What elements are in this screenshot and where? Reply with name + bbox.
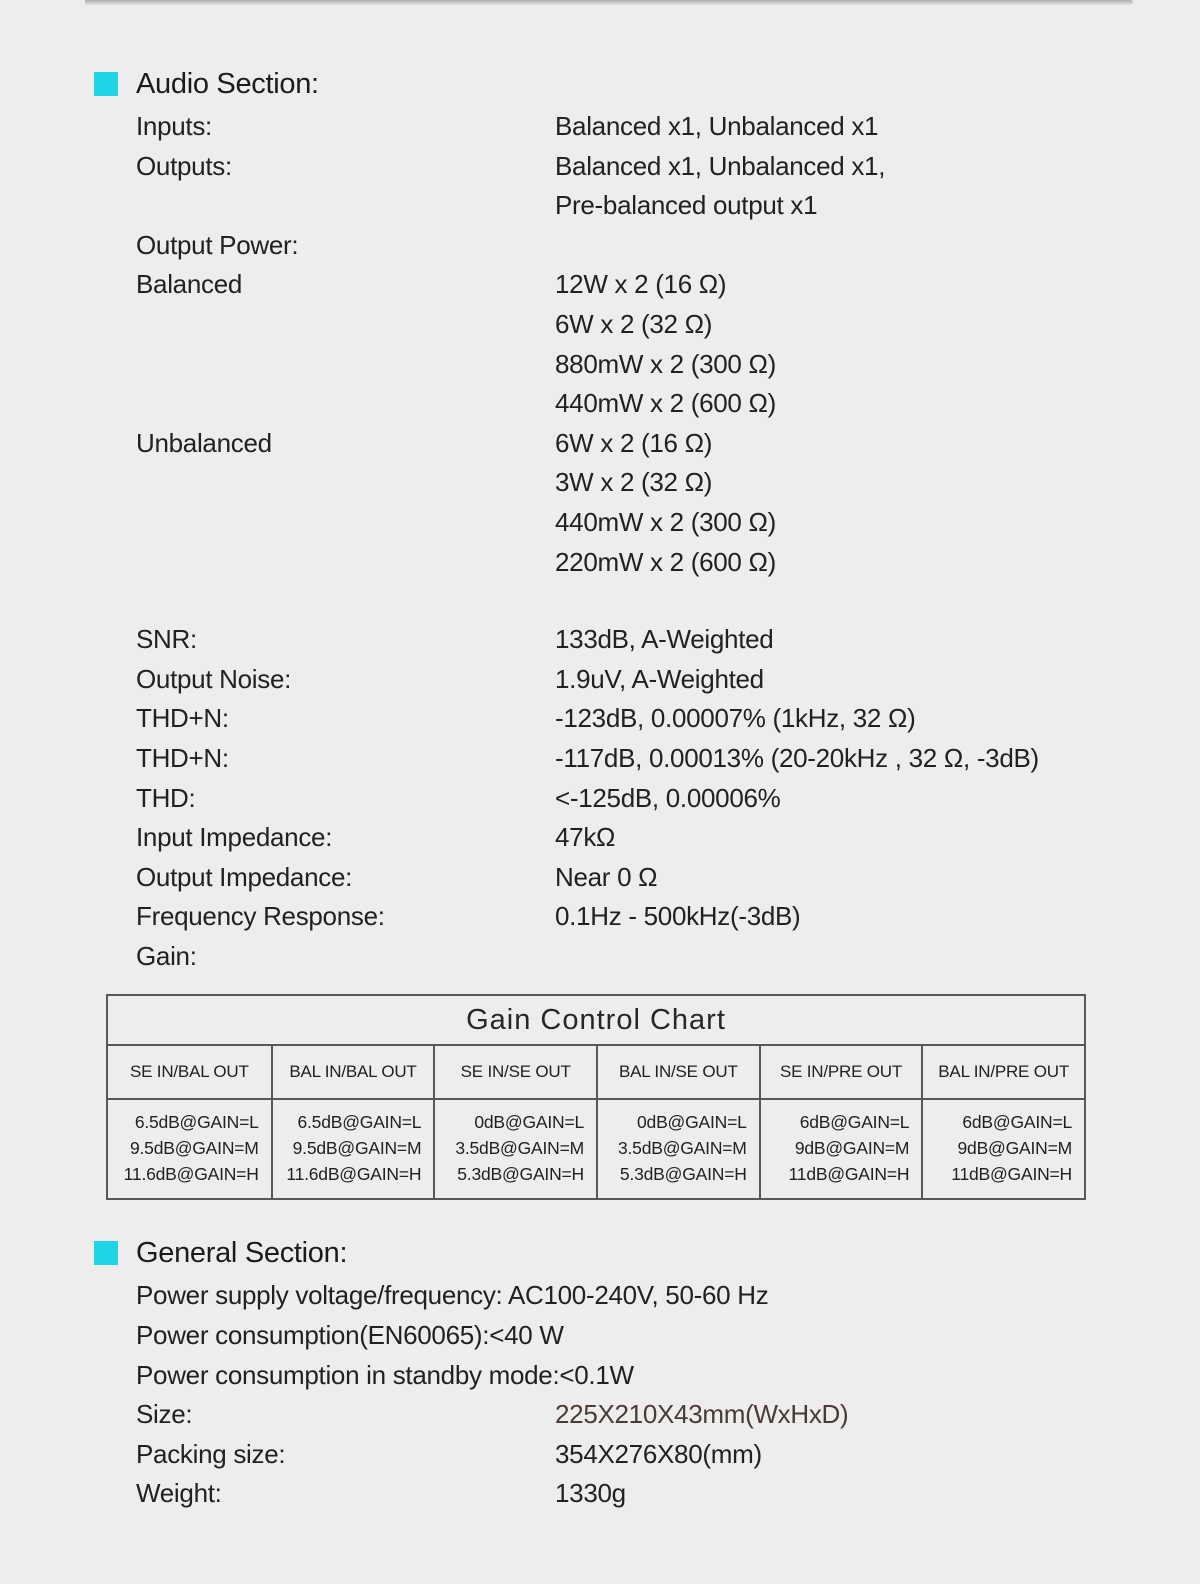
spec-label: Input Impedance: [136,822,333,853]
gain-table-cell [921,1100,1084,1198]
spec-value-line: -123dB, 0.00007% (1kHz, 32 Ω) [555,703,916,734]
gain-table-cell [759,1100,922,1198]
gain-value-line: 11dB@GAIN=H [788,1164,910,1185]
gain-value-line: 6.5dB@GAIN=L [134,1112,259,1133]
spec-row-output-impedance [0,858,1200,898]
spec-value [555,699,916,739]
audio-section-title: Audio Section: [136,67,319,100]
general-section-heading [0,1236,1200,1270]
section-bullet-icon [94,1241,118,1265]
spec-row-snr [0,620,1200,660]
spec-value [555,424,776,582]
spec-label: Balanced [136,269,243,300]
general-line-standby-consumption: Power consumption in standby mode:<0.1W [136,1359,634,1390]
spec-row-balanced-power [0,265,1200,423]
gain-table-cell [271,1100,434,1198]
gain-value-line: 9.5dB@GAIN=M [292,1138,422,1159]
gain-control-chart-table [106,994,1086,1200]
spec-label: Output Noise: [136,663,292,694]
gain-table-cell [108,1100,271,1198]
spec-label: Unbalanced [136,427,272,458]
spec-value: 354X276X80(mm) [555,1438,762,1469]
spec-value-line: 47kΩ [555,822,616,853]
spec-value [555,107,878,147]
spec-label: Packing size: [136,1438,286,1469]
spec-row-input-impedance [0,818,1200,858]
gain-value-line: 6dB@GAIN=L [962,1112,1072,1133]
gain-value-line: 0dB@GAIN=L [637,1112,747,1133]
gain-value-line: 11.6dB@GAIN=H [286,1164,422,1185]
gain-table-cell [433,1100,596,1198]
spec-row-packing-size [0,1435,1200,1475]
spec-value-line: 12W x 2 (16 Ω) [555,269,727,300]
gain-table-title: Gain Control Chart [108,996,1084,1046]
gain-table-data-row [108,1100,1084,1198]
top-divider-line [85,0,1133,5]
section-bullet-icon [94,72,118,96]
spec-row-thdn-wideband [0,739,1200,779]
spec-row-size [0,1395,1200,1435]
spec-value [555,265,776,423]
gain-table-header-cell: BAL IN/SE OUT [596,1046,759,1098]
spec-label: THD+N: [136,703,229,734]
spec-label: Gain: [136,940,197,971]
spec-row-weight [0,1474,1200,1514]
gain-table-header-cell: SE IN/BAL OUT [130,1062,249,1082]
general-spec-list [0,1276,1200,1514]
spec-value [555,897,800,937]
spec-value-line: 1.9uV, A-Weighted [555,663,764,694]
gain-value-line: 3.5dB@GAIN=M [617,1138,747,1159]
spec-value-line: <-125dB, 0.00006% [555,782,781,813]
spec-label: THD+N: [136,742,229,773]
spec-value [555,818,615,858]
spec-label: Frequency Response: [136,901,385,932]
spec-label: Inputs: [136,111,212,141]
gain-table-header-cell: SE IN/SE OUT [433,1046,596,1098]
spec-row-outputs [0,147,1200,226]
spec-value [555,660,764,700]
spec-value-line: 220mW x 2 (600 Ω) [555,546,776,577]
spec-row-frequency-response [0,897,1200,937]
spec-label: Output Power: [136,229,299,260]
gain-value-line: 11dB@GAIN=H [951,1164,1072,1185]
spec-value-line: Pre-balanced output x1 [555,190,818,221]
spec-value-line: -117dB, 0.00013% (20-20kHz , 32 Ω, -3dB) [555,742,1039,773]
gain-value-line: 11.6dB@GAIN=H [123,1164,259,1185]
spec-row-output-power [0,226,1200,266]
spec-value-line: 880mW x 2 (300 Ω) [555,348,776,379]
spec-row-gain [0,937,1200,977]
spec-value-line: 3W x 2 (32 Ω) [555,467,713,498]
gain-value-line: 6.5dB@GAIN=L [297,1112,422,1133]
general-line-power-supply: Power supply voltage/frequency: AC100-240V, 50-60 Hz [136,1280,769,1311]
gain-value-line: 9dB@GAIN=M [794,1138,910,1159]
spec-value [555,858,657,898]
gain-value-line: 5.3dB@GAIN=H [619,1164,747,1185]
spec-label: Outputs: [136,150,232,181]
spec-value [555,739,1039,779]
spec-value-line: 6W x 2 (32 Ω) [555,308,713,339]
gain-value-line: 3.5dB@GAIN=M [455,1138,584,1159]
spec-row-thd [0,779,1200,819]
spec-value-line: 440mW x 2 (600 Ω) [555,388,776,419]
spec-value [555,147,885,226]
gain-value-line: 5.3dB@GAIN=H [457,1164,584,1185]
gain-table-cell [596,1100,759,1198]
spec-value-size: 225X210X43mm(WxHxD) [555,1399,849,1430]
gain-value-line: 6dB@GAIN=L [799,1112,910,1133]
spec-value: 1330g [555,1478,626,1509]
blank-line-spacer [0,582,1200,620]
spec-value-line: 6W x 2 (16 Ω) [555,427,713,458]
gain-value-line: 0dB@GAIN=L [474,1112,584,1133]
spec-row-thdn-1khz [0,699,1200,739]
spec-label: Output Impedance: [136,861,353,892]
spec-value [555,779,780,819]
spec-value-line: Balanced x1, Unbalanced x1 [555,111,879,141]
audio-spec-list [0,107,1200,976]
spec-value-line: 0.1Hz - 500kHz(-3dB) [555,901,801,932]
gain-table-header-cell: BAL IN/PRE OUT [921,1046,1084,1098]
spec-value [555,620,773,660]
spec-label: Size: [136,1399,193,1430]
spec-row-unbalanced-power [0,424,1200,582]
gain-value-line: 9dB@GAIN=M [957,1138,1072,1159]
gain-table-header-cell: SE IN/PRE OUT [759,1046,922,1098]
audio-section-heading [0,67,1200,101]
spec-row-inputs [0,107,1200,147]
general-line-power-consumption: Power consumption(EN60065):<40 W [136,1320,564,1351]
spec-value-line: 440mW x 2 (300 Ω) [555,506,776,537]
spec-value-line: Balanced x1, Unbalanced x1, [555,150,886,181]
spec-row-output-noise [0,660,1200,700]
spec-value-line: 133dB, A-Weighted [555,624,774,655]
spec-label: THD: [136,782,196,813]
general-section-title: General Section: [136,1236,348,1269]
gain-value-line: 9.5dB@GAIN=M [129,1138,259,1159]
gain-table-header-cell: BAL IN/BAL OUT [271,1046,434,1098]
spec-label: SNR: [136,624,197,655]
spec-value-line: Near 0 Ω [555,861,658,892]
gain-table-header-row [108,1046,1084,1100]
spec-label: Weight: [136,1478,222,1509]
